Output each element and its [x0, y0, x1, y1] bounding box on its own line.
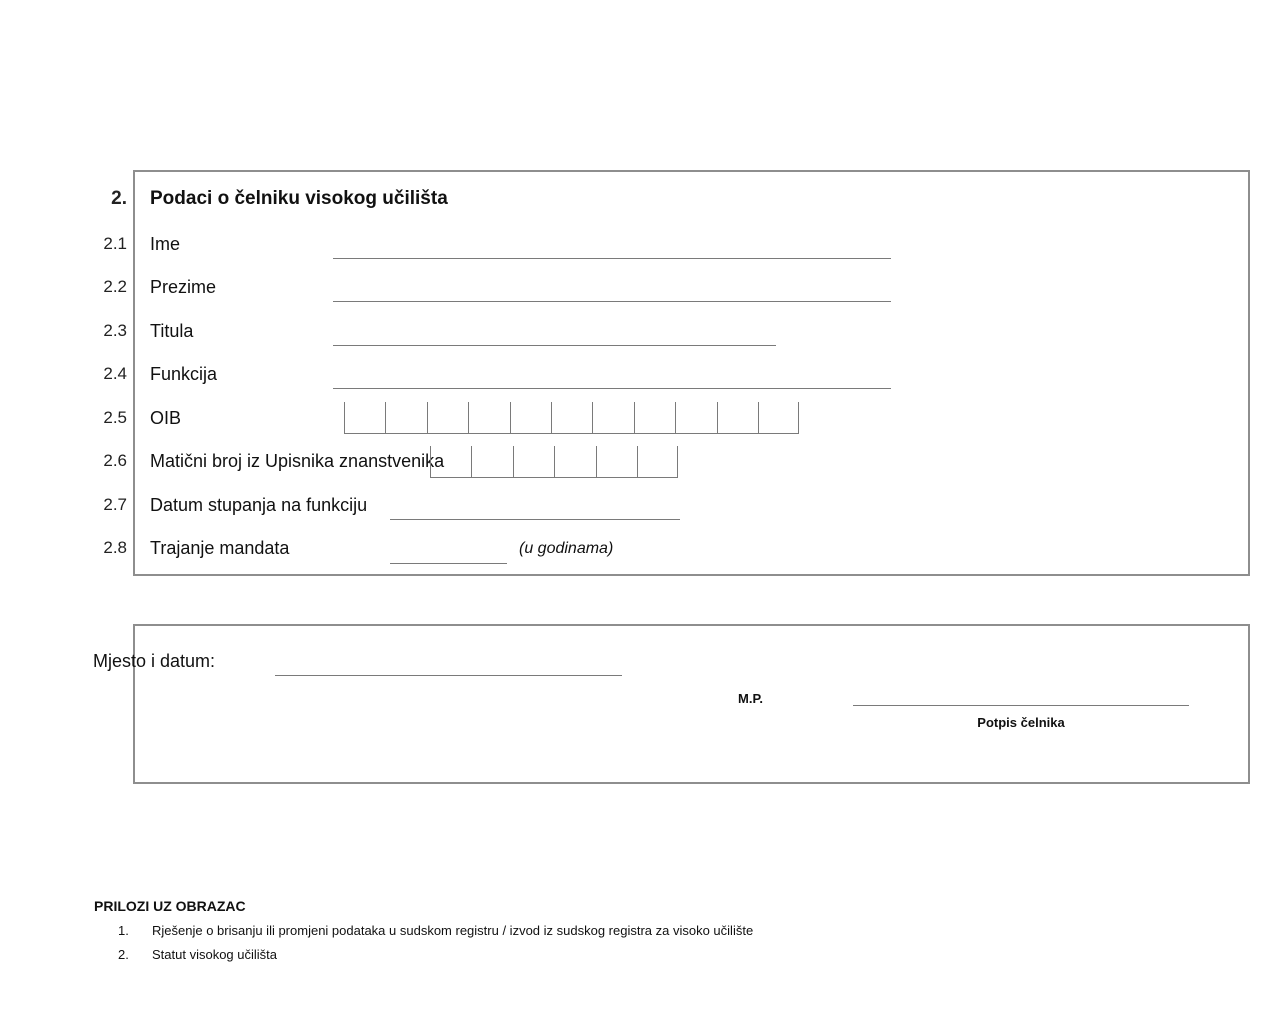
- oib-digit-boxes[interactable]: [344, 402, 799, 434]
- titula-input-line[interactable]: [333, 345, 776, 346]
- registry-number-boxes[interactable]: [430, 446, 678, 478]
- funkcija-input-line[interactable]: [333, 388, 891, 389]
- field-label-titula: Titula: [150, 321, 194, 341]
- mandate-duration-input-line[interactable]: [390, 563, 507, 564]
- prezime-input-line[interactable]: [333, 301, 891, 302]
- section-number: 2.: [111, 188, 127, 209]
- oib-digit-box[interactable]: [634, 402, 675, 433]
- attachment-item: Statut visokog učilišta: [152, 947, 278, 962]
- oib-digit-box[interactable]: [510, 402, 551, 433]
- field-label-funkcija: Funkcija: [150, 364, 218, 384]
- oib-digit-box[interactable]: [385, 402, 426, 433]
- registry-digit-box[interactable]: [430, 446, 471, 477]
- field-number-2-2: 2.2: [103, 277, 127, 296]
- ime-input-line[interactable]: [333, 258, 891, 259]
- duration-unit-hint: (u godinama): [519, 540, 614, 557]
- field-number-2-6: 2.6: [103, 451, 127, 470]
- attachment-number: 1.: [118, 923, 129, 938]
- signature-caption: Potpis čelnika: [977, 715, 1065, 730]
- field-number-2-7: 2.7: [103, 495, 127, 514]
- field-label-registry-number: Matični broj iz Upisnika znanstvenika: [150, 451, 445, 471]
- oib-digit-box[interactable]: [468, 402, 509, 433]
- section-title: Podaci o čelniku visokog učilišta: [150, 188, 448, 209]
- oib-digit-box[interactable]: [717, 402, 758, 433]
- oib-digit-box[interactable]: [758, 402, 799, 433]
- field-label-ime: Ime: [150, 234, 181, 254]
- attachment-item: Rješenje o brisanju ili promjeni podataka u sudskom registru / izvod iz sudskog registra za visoko učilište: [152, 923, 754, 938]
- stamp-label: M.P.: [738, 691, 764, 706]
- registry-digit-box[interactable]: [596, 446, 637, 477]
- registry-digit-box[interactable]: [637, 446, 678, 477]
- place-date-label: Mjesto i datum:: [93, 651, 216, 671]
- oib-digit-box[interactable]: [344, 402, 385, 433]
- field-label-oib: OIB: [150, 408, 182, 428]
- registry-digit-box[interactable]: [471, 446, 512, 477]
- registry-digit-box[interactable]: [554, 446, 595, 477]
- attachment-number: 2.: [118, 947, 129, 962]
- oib-digit-box[interactable]: [551, 402, 592, 433]
- field-label-prezime: Prezime: [150, 277, 217, 297]
- field-label-start-date: Datum stupanja na funkciju: [150, 495, 368, 515]
- signature-section: [133, 624, 1250, 784]
- place-date-input-line[interactable]: [275, 675, 622, 676]
- field-label-mandate-duration: Trajanje mandata: [150, 538, 290, 558]
- field-number-2-4: 2.4: [103, 364, 127, 383]
- registry-digit-box[interactable]: [513, 446, 554, 477]
- start-date-input-line[interactable]: [390, 519, 680, 520]
- oib-digit-box[interactable]: [592, 402, 633, 433]
- field-number-2-3: 2.3: [103, 321, 127, 340]
- field-number-2-8: 2.8: [103, 538, 127, 557]
- signature-line[interactable]: [853, 705, 1189, 706]
- oib-digit-box[interactable]: [675, 402, 716, 433]
- oib-digit-box[interactable]: [427, 402, 468, 433]
- attachments-heading: PRILOZI UZ OBRAZAC: [94, 898, 246, 914]
- field-number-2-1: 2.1: [103, 234, 127, 253]
- field-number-2-5: 2.5: [103, 408, 127, 427]
